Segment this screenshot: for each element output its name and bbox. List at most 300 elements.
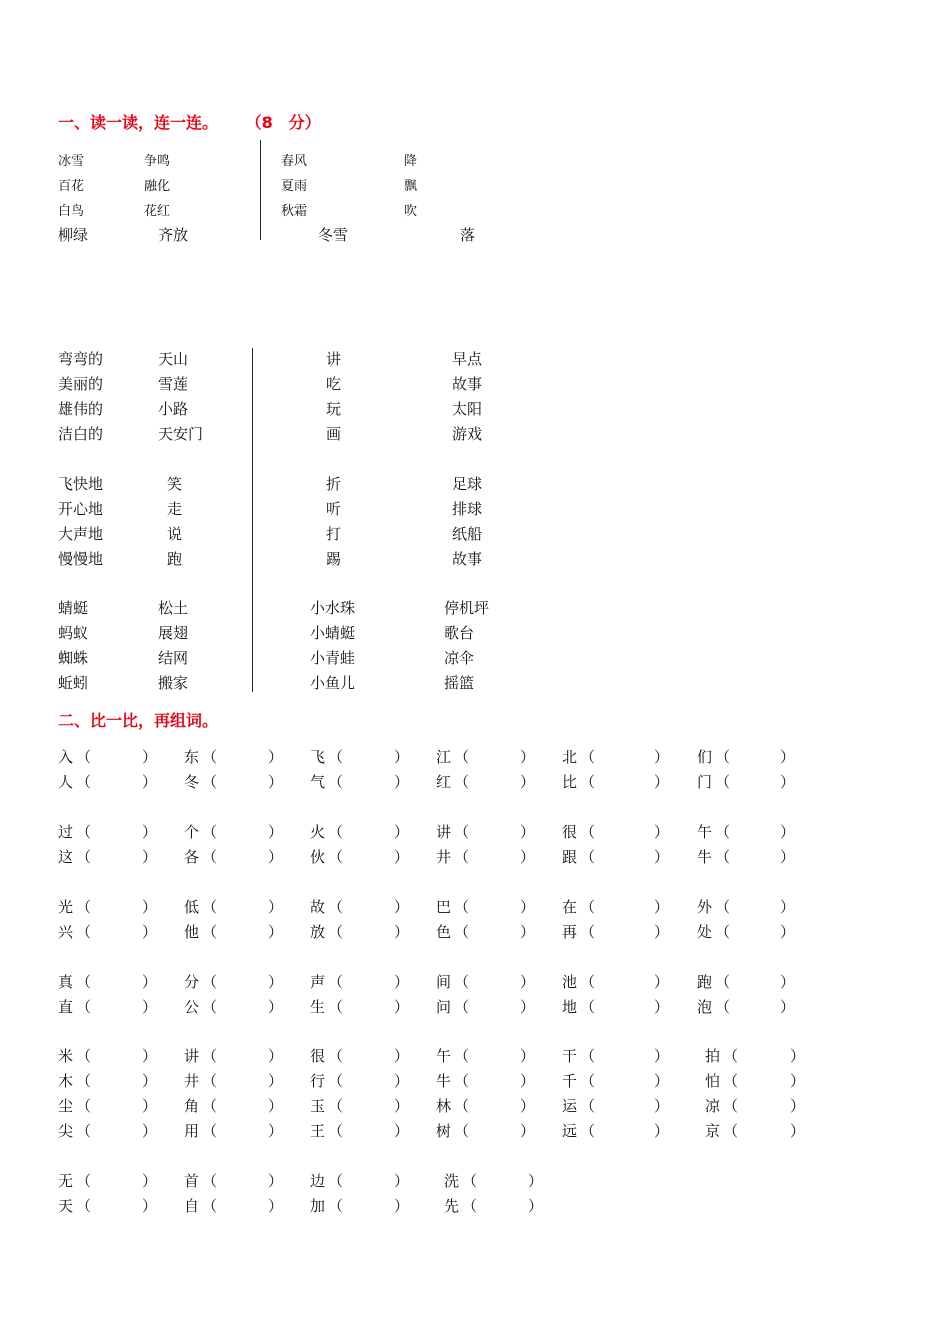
answer-blank-close: ）	[394, 973, 410, 991]
answer-blank-close: ）	[142, 898, 158, 916]
compare-char: 这	[58, 848, 74, 866]
match-word: 小路	[158, 400, 189, 418]
compare-char: 真	[58, 973, 74, 991]
match-word: 蜻蜓	[58, 599, 89, 617]
answer-blank-open[interactable]: （	[76, 1172, 92, 1190]
compare-char: 生	[310, 998, 326, 1016]
match-word: 太阳	[452, 400, 483, 418]
match-word: 跑	[167, 550, 183, 568]
match-word: 洁白的	[58, 425, 104, 443]
answer-blank-close: ）	[268, 1197, 284, 1215]
answer-blank-open[interactable]: （	[454, 898, 470, 916]
match-word: 排球	[452, 500, 483, 518]
answer-blank-open[interactable]: （	[328, 1197, 344, 1215]
answer-blank-open[interactable]: （	[76, 973, 92, 991]
match-word: 雪莲	[158, 375, 189, 393]
answer-blank-close: ）	[394, 1072, 410, 1090]
compare-char: 在	[562, 898, 578, 916]
compare-char: 洗	[444, 1172, 460, 1190]
match-word: 说	[167, 525, 183, 543]
answer-blank-close: ）	[520, 998, 536, 1016]
answer-blank-close: ）	[520, 1122, 536, 1140]
answer-blank-close: ）	[654, 1122, 670, 1140]
answer-blank-open[interactable]: （	[580, 1047, 596, 1065]
answer-blank-close: ）	[142, 1172, 158, 1190]
match-word: 游戏	[452, 425, 483, 443]
answer-blank-open[interactable]: （	[580, 973, 596, 991]
compare-char: 他	[184, 923, 200, 941]
answer-blank-close: ）	[520, 748, 536, 766]
answer-blank-open[interactable]: （	[76, 1097, 92, 1115]
section1-title-text: 一、读一读，连一连。	[58, 113, 219, 132]
compare-char: 午	[436, 1047, 452, 1065]
match-word: 听	[326, 500, 342, 518]
answer-blank-open[interactable]: （	[76, 848, 92, 866]
answer-blank-close: ）	[528, 1197, 544, 1215]
match-word: 凉伞	[444, 649, 475, 667]
answer-blank-open[interactable]: （	[76, 823, 92, 841]
match-word: 摇篮	[444, 674, 475, 692]
divider-line	[260, 140, 261, 240]
answer-blank-open[interactable]: （	[715, 973, 731, 991]
answer-blank-open[interactable]: （	[328, 1047, 344, 1065]
match-word: 小水珠	[310, 599, 356, 617]
compare-char: 池	[562, 973, 578, 991]
section1-score: （8 分）	[245, 113, 321, 132]
compare-char: 首	[184, 1172, 200, 1190]
compare-char: 凉	[705, 1097, 721, 1115]
answer-blank-open[interactable]: （	[454, 773, 470, 791]
answer-blank-open[interactable]: （	[328, 773, 344, 791]
match-word: 故事	[452, 550, 483, 568]
match-word: 飘	[404, 179, 418, 194]
answer-blank-close: ）	[394, 923, 410, 941]
answer-blank-close: ）	[520, 1047, 536, 1065]
answer-blank-open[interactable]: （	[580, 998, 596, 1016]
answer-blank-open[interactable]: （	[715, 898, 731, 916]
match-word: 春风	[281, 154, 308, 169]
answer-blank-close: ）	[780, 823, 796, 841]
answer-blank-open[interactable]: （	[202, 1197, 218, 1215]
answer-blank-close: ）	[394, 1047, 410, 1065]
answer-blank-open[interactable]: （	[76, 1047, 92, 1065]
answer-blank-open[interactable]: （	[580, 823, 596, 841]
answer-blank-open[interactable]: （	[328, 998, 344, 1016]
match-word: 松土	[158, 599, 189, 617]
answer-blank-open[interactable]: （	[580, 1122, 596, 1140]
answer-blank-close: ）	[268, 848, 284, 866]
match-word: 停机坪	[444, 599, 490, 617]
answer-blank-close: ）	[142, 998, 158, 1016]
compare-char: 低	[184, 898, 200, 916]
compare-char: 入	[58, 748, 74, 766]
answer-blank-open[interactable]: （	[715, 748, 731, 766]
answer-blank-open[interactable]: （	[328, 973, 344, 991]
compare-char: 牛	[697, 848, 713, 866]
answer-blank-open[interactable]: （	[202, 973, 218, 991]
answer-blank-close: ）	[790, 1122, 806, 1140]
match-word: 冬雪	[318, 226, 349, 244]
answer-blank-close: ）	[268, 1097, 284, 1115]
match-word: 蚯蚓	[58, 674, 89, 692]
compare-char: 火	[310, 823, 326, 841]
answer-blank-open[interactable]: （	[462, 1197, 478, 1215]
answer-blank-open[interactable]: （	[454, 823, 470, 841]
answer-blank-close: ）	[654, 973, 670, 991]
answer-blank-open[interactable]: （	[202, 1072, 218, 1090]
answer-blank-close: ）	[268, 1047, 284, 1065]
answer-blank-open[interactable]: （	[202, 823, 218, 841]
answer-blank-open[interactable]: （	[202, 1047, 218, 1065]
answer-blank-open[interactable]: （	[202, 773, 218, 791]
compare-char: 个	[184, 823, 200, 841]
answer-blank-open[interactable]: （	[715, 998, 731, 1016]
answer-blank-open[interactable]: （	[454, 1047, 470, 1065]
match-word: 柳绿	[58, 226, 89, 244]
compare-char: 直	[58, 998, 74, 1016]
compare-char: 天	[58, 1197, 74, 1215]
answer-blank-open[interactable]: （	[76, 998, 92, 1016]
answer-blank-open[interactable]: （	[723, 1047, 739, 1065]
compare-char: 尘	[58, 1097, 74, 1115]
compare-char: 干	[562, 1047, 578, 1065]
answer-blank-open[interactable]: （	[76, 773, 92, 791]
answer-blank-close: ）	[790, 1047, 806, 1065]
compare-char: 午	[697, 823, 713, 841]
compare-char: 尖	[58, 1122, 74, 1140]
answer-blank-close: ）	[394, 898, 410, 916]
match-word: 蚂蚁	[58, 624, 89, 642]
answer-blank-open[interactable]: （	[454, 748, 470, 766]
answer-blank-close: ）	[142, 848, 158, 866]
match-word: 笑	[167, 475, 183, 493]
answer-blank-close: ）	[394, 823, 410, 841]
answer-blank-open[interactable]: （	[328, 898, 344, 916]
answer-blank-close: ）	[394, 1097, 410, 1115]
compare-char: 泡	[697, 998, 713, 1016]
answer-blank-open[interactable]: （	[328, 923, 344, 941]
match-word: 雄伟的	[58, 400, 104, 418]
match-word: 故事	[452, 375, 483, 393]
answer-blank-close: ）	[142, 1072, 158, 1090]
answer-blank-close: ）	[790, 1072, 806, 1090]
match-word: 讲	[326, 350, 342, 368]
answer-blank-open[interactable]: （	[454, 1072, 470, 1090]
compare-char: 井	[184, 1072, 200, 1090]
answer-blank-close: ）	[268, 1072, 284, 1090]
compare-char: 跟	[562, 848, 578, 866]
answer-blank-close: ）	[528, 1172, 544, 1190]
answer-blank-close: ）	[142, 923, 158, 941]
match-word: 踢	[326, 550, 342, 568]
compare-char: 飞	[310, 748, 326, 766]
compare-char: 用	[184, 1122, 200, 1140]
compare-char: 木	[58, 1072, 74, 1090]
compare-char: 边	[310, 1172, 326, 1190]
answer-blank-open[interactable]: （	[462, 1172, 478, 1190]
compare-char: 井	[436, 848, 452, 866]
compare-char: 东	[184, 748, 200, 766]
answer-blank-open[interactable]: （	[715, 923, 731, 941]
compare-char: 问	[436, 998, 452, 1016]
compare-char: 地	[562, 998, 578, 1016]
answer-blank-close: ）	[520, 823, 536, 841]
compare-char: 京	[705, 1122, 721, 1140]
answer-blank-close: ）	[268, 1122, 284, 1140]
compare-char: 间	[436, 973, 452, 991]
answer-blank-close: ）	[394, 848, 410, 866]
answer-blank-open[interactable]: （	[454, 1122, 470, 1140]
answer-blank-close: ）	[654, 773, 670, 791]
answer-blank-open[interactable]: （	[715, 823, 731, 841]
answer-blank-close: ）	[654, 848, 670, 866]
answer-blank-close: ）	[654, 898, 670, 916]
answer-blank-close: ）	[520, 773, 536, 791]
answer-blank-close: ）	[780, 748, 796, 766]
section2-title: 二、比一比，再组词。	[58, 711, 219, 730]
compare-char: 外	[697, 898, 713, 916]
divider-line	[252, 348, 253, 692]
compare-char: 远	[562, 1122, 578, 1140]
match-word: 开心地	[58, 500, 104, 518]
compare-char: 故	[310, 898, 326, 916]
compare-char: 林	[436, 1097, 452, 1115]
compare-char: 自	[184, 1197, 200, 1215]
answer-blank-close: ）	[394, 748, 410, 766]
answer-blank-close: ）	[394, 1197, 410, 1215]
answer-blank-close: ）	[654, 823, 670, 841]
compare-char: 很	[310, 1047, 326, 1065]
compare-char: 千	[562, 1072, 578, 1090]
answer-blank-open[interactable]: （	[580, 1072, 596, 1090]
answer-blank-open[interactable]: （	[580, 748, 596, 766]
answer-blank-open[interactable]: （	[580, 773, 596, 791]
match-word: 冰雪	[58, 154, 85, 169]
answer-blank-open[interactable]: （	[454, 923, 470, 941]
answer-blank-open[interactable]: （	[580, 848, 596, 866]
answer-blank-open[interactable]: （	[76, 1197, 92, 1215]
answer-blank-open[interactable]: （	[202, 923, 218, 941]
answer-blank-close: ）	[780, 923, 796, 941]
compare-char: 米	[58, 1047, 74, 1065]
compare-char: 北	[562, 748, 578, 766]
compare-char: 过	[58, 823, 74, 841]
answer-blank-open[interactable]: （	[202, 898, 218, 916]
answer-blank-open[interactable]: （	[76, 748, 92, 766]
answer-blank-open[interactable]: （	[723, 1122, 739, 1140]
answer-blank-open[interactable]: （	[328, 848, 344, 866]
match-word: 美丽的	[58, 375, 104, 393]
match-word: 小鱼儿	[310, 674, 356, 692]
compare-char: 各	[184, 848, 200, 866]
compare-char: 门	[697, 773, 713, 791]
compare-char: 讲	[436, 823, 452, 841]
answer-blank-close: ）	[268, 973, 284, 991]
match-word: 落	[460, 226, 476, 244]
match-word: 白鸟	[58, 204, 85, 219]
answer-blank-close: ）	[654, 998, 670, 1016]
answer-blank-close: ）	[394, 1172, 410, 1190]
match-word: 小蜻蜓	[310, 624, 356, 642]
match-word: 早点	[452, 350, 483, 368]
answer-blank-close: ）	[142, 973, 158, 991]
answer-blank-close: ）	[142, 748, 158, 766]
answer-blank-open[interactable]: （	[202, 848, 218, 866]
answer-blank-open[interactable]: （	[76, 1122, 92, 1140]
answer-blank-close: ）	[142, 823, 158, 841]
compare-char: 人	[58, 773, 74, 791]
answer-blank-close: ）	[780, 898, 796, 916]
match-word: 降	[404, 154, 418, 169]
answer-blank-open[interactable]: （	[328, 1097, 344, 1115]
match-word: 折	[326, 475, 342, 493]
answer-blank-close: ）	[142, 1197, 158, 1215]
answer-blank-open[interactable]: （	[76, 1072, 92, 1090]
match-word: 吹	[404, 204, 418, 219]
compare-char: 很	[562, 823, 578, 841]
compare-char: 王	[310, 1122, 326, 1140]
answer-blank-open[interactable]: （	[202, 1122, 218, 1140]
match-word: 齐放	[158, 226, 189, 244]
answer-blank-close: ）	[780, 973, 796, 991]
answer-blank-close: ）	[790, 1097, 806, 1115]
answer-blank-close: ）	[142, 1122, 158, 1140]
answer-blank-close: ）	[654, 1097, 670, 1115]
compare-char: 怕	[705, 1072, 721, 1090]
answer-blank-close: ）	[654, 1072, 670, 1090]
answer-blank-open[interactable]: （	[715, 773, 731, 791]
match-word: 夏雨	[281, 179, 308, 194]
answer-blank-open[interactable]: （	[202, 1097, 218, 1115]
match-word: 慢慢地	[58, 550, 104, 568]
answer-blank-open[interactable]: （	[580, 923, 596, 941]
compare-char: 兴	[58, 923, 74, 941]
answer-blank-close: ）	[268, 998, 284, 1016]
compare-char: 处	[697, 923, 713, 941]
answer-blank-open[interactable]: （	[454, 998, 470, 1016]
compare-char: 声	[310, 973, 326, 991]
answer-blank-open[interactable]: （	[202, 1172, 218, 1190]
answer-blank-close: ）	[520, 1097, 536, 1115]
answer-blank-open[interactable]: （	[454, 848, 470, 866]
answer-blank-open[interactable]: （	[328, 1072, 344, 1090]
answer-blank-close: ）	[780, 848, 796, 866]
compare-char: 冬	[184, 773, 200, 791]
match-word: 大声地	[58, 525, 104, 543]
match-word: 结网	[158, 649, 189, 667]
compare-char: 牛	[436, 1072, 452, 1090]
answer-blank-close: ）	[394, 998, 410, 1016]
match-word: 融化	[144, 179, 171, 194]
compare-char: 分	[184, 973, 200, 991]
match-word: 展翅	[158, 624, 189, 642]
match-word: 足球	[452, 475, 483, 493]
match-word: 小青蛙	[310, 649, 356, 667]
answer-blank-close: ）	[520, 848, 536, 866]
compare-char: 色	[436, 923, 452, 941]
answer-blank-open[interactable]: （	[328, 1172, 344, 1190]
compare-char: 讲	[184, 1047, 200, 1065]
answer-blank-open[interactable]: （	[580, 898, 596, 916]
answer-blank-close: ）	[654, 748, 670, 766]
compare-char: 跑	[697, 973, 713, 991]
match-word: 蜘蛛	[58, 649, 89, 667]
match-word: 天山	[158, 350, 189, 368]
compare-char: 树	[436, 1122, 452, 1140]
answer-blank-open[interactable]: （	[76, 923, 92, 941]
answer-blank-open[interactable]: （	[580, 1097, 596, 1115]
answer-blank-close: ）	[268, 748, 284, 766]
compare-char: 拍	[705, 1047, 721, 1065]
compare-char: 江	[436, 748, 452, 766]
answer-blank-close: ）	[520, 923, 536, 941]
answer-blank-open[interactable]: （	[723, 1072, 739, 1090]
compare-char: 光	[58, 898, 74, 916]
answer-blank-close: ）	[268, 898, 284, 916]
answer-blank-close: ）	[780, 773, 796, 791]
compare-char: 巴	[436, 898, 452, 916]
compare-char: 先	[444, 1197, 460, 1215]
answer-blank-open[interactable]: （	[715, 848, 731, 866]
answer-blank-close: ）	[268, 1172, 284, 1190]
answer-blank-close: ）	[142, 1097, 158, 1115]
answer-blank-close: ）	[520, 1072, 536, 1090]
answer-blank-open[interactable]: （	[202, 748, 218, 766]
match-word: 搬家	[158, 674, 189, 692]
answer-blank-open[interactable]: （	[328, 823, 344, 841]
answer-blank-close: ）	[780, 998, 796, 1016]
answer-blank-close: ）	[394, 773, 410, 791]
compare-char: 无	[58, 1172, 74, 1190]
compare-char: 公	[184, 998, 200, 1016]
answer-blank-close: ）	[142, 773, 158, 791]
answer-blank-open[interactable]: （	[454, 973, 470, 991]
answer-blank-open[interactable]: （	[723, 1097, 739, 1115]
match-word: 画	[326, 425, 342, 443]
match-word: 飞快地	[58, 475, 104, 493]
compare-char: 放	[310, 923, 326, 941]
answer-blank-close: ）	[654, 923, 670, 941]
match-word: 花红	[144, 204, 171, 219]
answer-blank-open[interactable]: （	[328, 1122, 344, 1140]
compare-char: 红	[436, 773, 452, 791]
answer-blank-open[interactable]: （	[202, 998, 218, 1016]
match-word: 争鸣	[144, 154, 171, 169]
compare-char: 们	[697, 748, 713, 766]
compare-char: 再	[562, 923, 578, 941]
compare-char: 加	[310, 1197, 326, 1215]
match-word: 打	[326, 525, 342, 543]
answer-blank-close: ）	[394, 1122, 410, 1140]
compare-char: 气	[310, 773, 326, 791]
match-word: 歌台	[444, 624, 475, 642]
answer-blank-open[interactable]: （	[454, 1097, 470, 1115]
answer-blank-close: ）	[520, 973, 536, 991]
match-word: 秋霜	[281, 204, 308, 219]
answer-blank-close: ）	[654, 1047, 670, 1065]
answer-blank-open[interactable]: （	[76, 898, 92, 916]
answer-blank-open[interactable]: （	[328, 748, 344, 766]
match-word: 纸船	[452, 525, 483, 543]
section1-title	[58, 110, 321, 133]
compare-char: 比	[562, 773, 578, 791]
compare-char: 玉	[310, 1097, 326, 1115]
match-word: 天安门	[158, 425, 204, 443]
answer-blank-close: ）	[268, 923, 284, 941]
answer-blank-close: ）	[142, 1047, 158, 1065]
match-word: 玩	[326, 400, 342, 418]
match-word: 百花	[58, 179, 85, 194]
